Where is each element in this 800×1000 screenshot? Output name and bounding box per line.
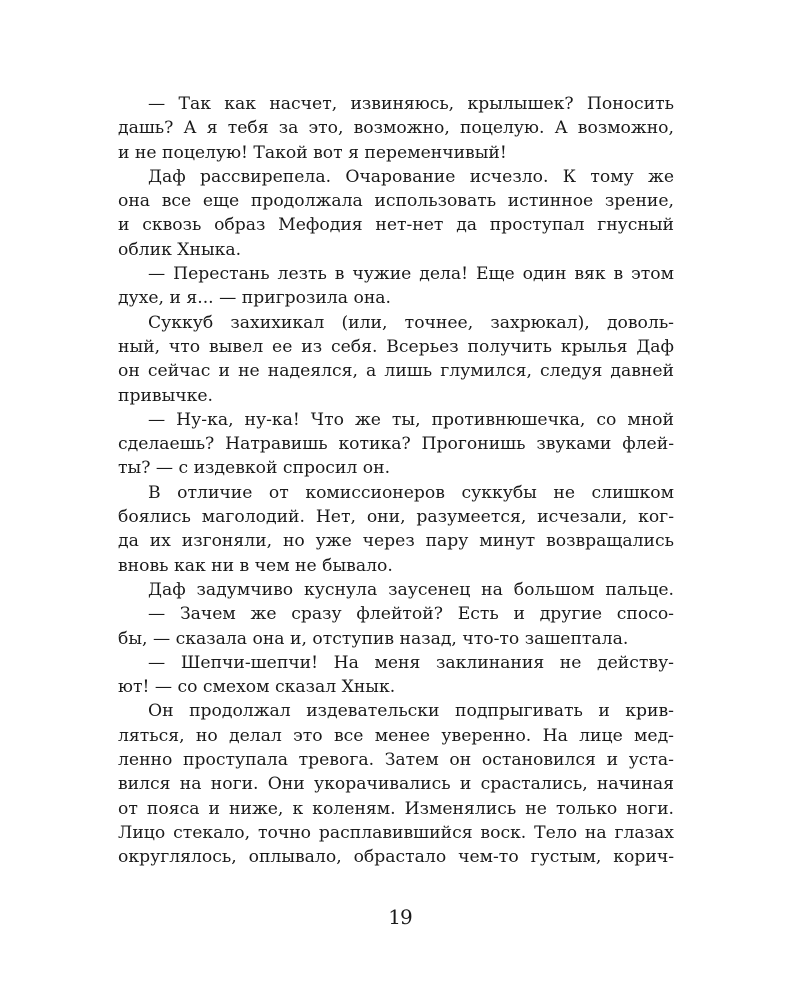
text-line: округлялось, оплывало, обрастало чем-то густым, корич- <box>118 847 674 868</box>
text-line: от пояса и ниже, к коленям. Изменялись не только ноги. <box>118 798 674 819</box>
text-line: ляться, но делал это все менее уверенно. На лице мед- <box>118 725 674 746</box>
text-line: — Зачем же сразу флейтой? Есть и другие спосо- <box>148 604 674 625</box>
text-line: — Шепчи-шепчи! На меня заклинания не действу- <box>148 652 674 673</box>
text-line: Даф задумчиво куснула заусенец на большом пальце. <box>148 579 674 600</box>
text-line: В отличие от комиссионеров суккубы не слишком <box>148 482 674 503</box>
text-line: облик Хныка. <box>118 239 242 260</box>
text-line: бы, — сказала она и, отступив назад, что-то зашептала. <box>118 628 629 649</box>
text-line: он сейчас и не надеялся, а лишь глумился, следуя давней <box>118 361 674 382</box>
page-number: 19 <box>388 905 412 929</box>
text-line: Суккуб захихикал (или, точнее, захрюкал), доволь- <box>148 312 674 333</box>
text-line: и сквозь образ Мефодия нет-нет да проступал гнусный <box>118 215 674 236</box>
text-line: ленно проступала тревога. Затем он остановился и уста- <box>118 750 674 771</box>
text-line: ют! — со смехом сказал Хнык. <box>118 677 396 698</box>
text-line: духе, и я... — пригрозила она. <box>118 288 391 309</box>
text-line: — Ну-ка, ну-ка! Что же ты, противнюшечка, со мной <box>148 409 674 430</box>
text-line: — Так как насчет, извиняюсь, крылышек? Поносить <box>148 94 674 114</box>
text-line: и не поцелую! Такой вот я переменчивый! <box>118 142 507 163</box>
text-line: ты? — с издевкой спросил он. <box>118 458 391 479</box>
text-line: Даф рассвирепела. Очарование исчезло. К тому же <box>148 166 674 187</box>
text-line: дашь? А я тебя за это, возможно, поцелую. А возможно, <box>118 118 674 139</box>
text-line: — Перестань лезть в чужие дела! Еще один вяк в этом <box>148 264 674 285</box>
text-line: да их изгоняли, но уже через пару минут возвращались <box>118 531 674 552</box>
body-text <box>118 92 674 870</box>
text-line: привычке. <box>118 385 214 406</box>
text-line: Он продолжал издевательски подпрыгивать и крив- <box>148 701 674 722</box>
text-line: боялись маголодий. Нет, они, разумеется, исчезали, ког- <box>118 507 674 528</box>
text-line: ный, что вывел ее из себя. Всерьез получить крылья Даф <box>118 336 674 357</box>
text-line: вился на ноги. Они укорачивались и срастались, начиная <box>118 774 674 795</box>
text-line: она все еще продолжала использовать истинное зрение, <box>118 191 674 212</box>
text-line: вновь как ни в чем не бывало. <box>118 555 393 576</box>
text-line: сделаешь? Натравишь котика? Прогонишь звуками флей- <box>118 434 674 455</box>
text-line: Лицо стекало, точно расплавившийся воск. Тело на глазах <box>118 822 674 843</box>
